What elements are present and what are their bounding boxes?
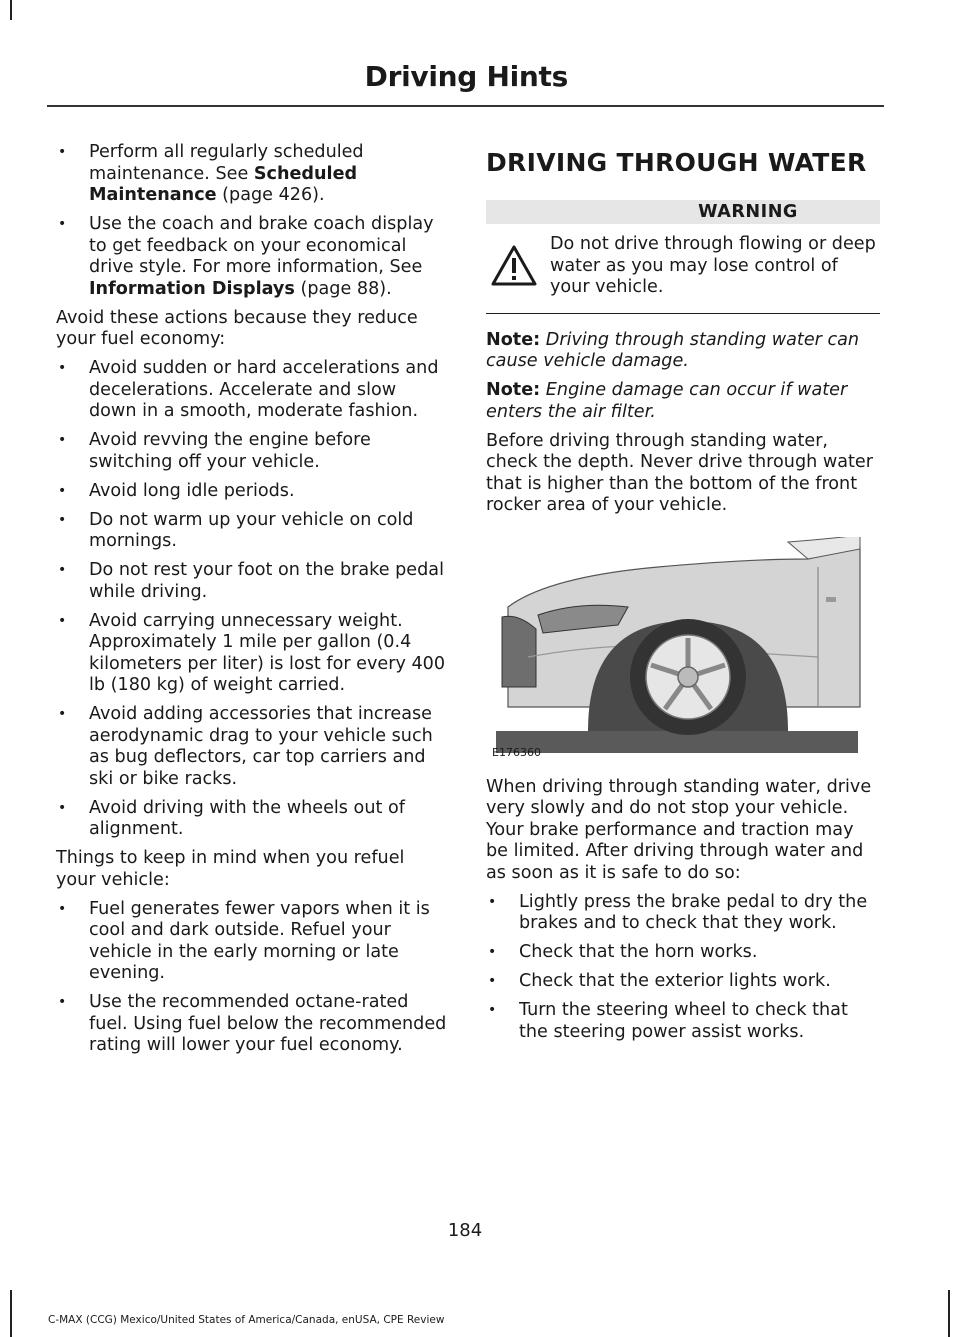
warning-label: WARNING	[486, 200, 880, 224]
paragraph-avoid: Avoid these actions because they reduce your fuel economy:	[56, 307, 418, 349]
grille	[502, 616, 536, 687]
note-label: Note:	[486, 329, 541, 350]
ground	[496, 731, 858, 753]
crop-mark	[948, 1290, 950, 1337]
list-item: • Turn the steering wheel to check that the steering power assist works.	[486, 1000, 880, 1043]
paragraph-depth: Before driving through standing water, check the depth. Never drive through water that is higher than the bottom of the front rocker area of your vehicle.	[486, 430, 873, 515]
list-item: • Avoid adding accessories that increase aerodynamic drag to your vehicle such as bug deflectors, car top carriers and ski or bike racks.	[56, 704, 448, 790]
left-column	[56, 142, 448, 1064]
note-text: Engine damage can occur if water enters the air filter.	[486, 380, 848, 422]
note-label: Note:	[486, 380, 541, 400]
list-item: • Do not warm up your vehicle on cold mornings.	[56, 510, 448, 553]
list-item: • Do not rest your foot on the brake pedal while driving.	[56, 560, 448, 603]
refuel-list	[56, 899, 448, 1057]
warning-box	[486, 234, 880, 314]
crop-mark	[10, 1290, 12, 1337]
list-item	[56, 142, 448, 207]
avoid-list	[56, 358, 448, 841]
paragraph-after: When driving through standing water, drive very slowly and do not stop your vehicle. Your brake performance and traction may be limited. After driving through water and as soon as it is safe to do so:	[486, 776, 872, 883]
note-text: Driving through standing water can cause vehicle damage.	[486, 329, 860, 371]
figure-code: E176360	[492, 745, 541, 759]
car-wheel-figure	[488, 537, 862, 759]
list-item: • Check that the exterior lights work.	[486, 971, 880, 993]
section-heading: DRIVING THROUGH WATER	[486, 148, 867, 177]
list-item: • Avoid sudden or hard accelerations and decelerations. Accelerate and slow down in a smooth, moderate fashion.	[56, 358, 448, 423]
header-rule	[47, 105, 884, 107]
after-water-list	[486, 892, 880, 1044]
paragraph-refuel: Things to keep in mind when you refuel your vehicle:	[56, 848, 405, 890]
list-item	[56, 214, 448, 300]
page-ref: (page 88).	[294, 278, 392, 299]
list-item-text: Use the coach and brake coach display to get feedback on your economical drive style. For more information, See	[89, 214, 434, 277]
list-item: • Avoid carrying unnecessary weight. Approximately 1 mile per gallon (0.4 kilometers per liter) is lost for every 400 lb (180 kg) of weight carried.	[56, 611, 448, 697]
warning-text: Do not drive through flowing or deep water as you may lose control of your vehicle.	[550, 234, 876, 297]
list-item: • Fuel generates fewer vapors when it is cool and dark outside. Refuel your vehicle in the early morning or late evening.	[56, 899, 448, 985]
note-2	[486, 380, 880, 423]
footer-text: C-MAX (CCG) Mexico/United States of America/Canada, enUSA, CPE Review	[48, 1314, 445, 1326]
hub	[678, 667, 698, 687]
list-item-text: Perform all regularly scheduled maintenance. See	[89, 142, 364, 184]
list-item: • Use the recommended octane-rated fuel. Using fuel below the recommended rating will lower your fuel economy.	[56, 992, 448, 1057]
warning-triangle-icon	[490, 244, 538, 288]
crop-mark	[10, 0, 12, 20]
note-1	[486, 330, 880, 373]
list-item: • Avoid driving with the wheels out of alignment.	[56, 798, 448, 841]
scheduled-maintenance-link[interactable]: Scheduled Maintenance	[89, 163, 358, 205]
list-item: • Check that the horn works.	[486, 942, 880, 964]
right-column	[486, 142, 880, 1051]
page-number: 184	[447, 1220, 483, 1241]
page-ref: (page 426).	[216, 185, 325, 205]
maintenance-list	[56, 142, 448, 300]
page-header-title: Driving Hints	[364, 60, 568, 93]
car-front-illustration	[488, 537, 862, 759]
information-displays-link[interactable]: Information Displays	[89, 278, 295, 299]
list-item: • Lightly press the brake pedal to dry the brakes and to check that they work.	[486, 892, 880, 935]
list-item: • Avoid revving the engine before switching off your vehicle.	[56, 430, 448, 473]
list-item: • Avoid long idle periods.	[56, 481, 448, 503]
